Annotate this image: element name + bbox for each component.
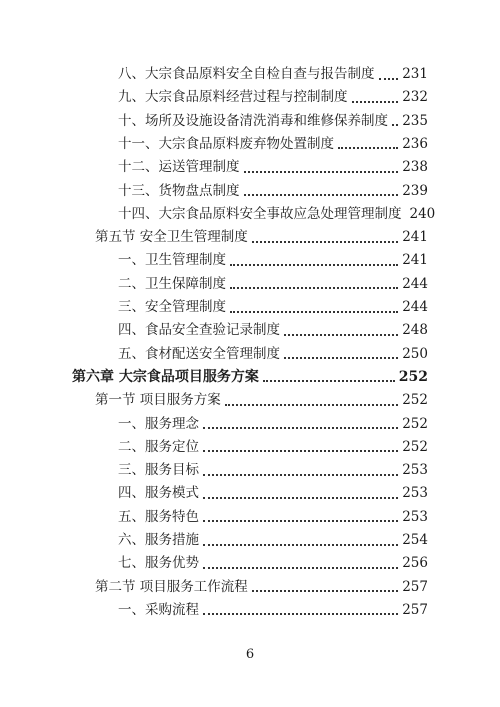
toc-entry-page: 254 <box>402 532 428 548</box>
toc-entry <box>118 155 428 179</box>
toc-entry-page: 253 <box>402 462 428 479</box>
toc-entry-page: 244 <box>402 299 428 315</box>
dot-leader <box>252 589 398 592</box>
toc-entry <box>95 225 428 249</box>
toc-entry-page: 256 <box>402 555 428 572</box>
dot-leader <box>203 612 398 615</box>
toc-entry <box>118 412 428 436</box>
toc-entry <box>118 342 428 366</box>
toc-entry-page: 235 <box>402 112 428 129</box>
toc-entry-label: 第五节 安全卫生管理制度 <box>95 229 248 246</box>
dot-leader <box>338 146 398 149</box>
toc-entry-label: 十一、大宗食品原料废弃物处置制度 <box>118 135 334 152</box>
toc-entry <box>118 109 428 133</box>
dot-leader <box>263 379 395 382</box>
toc-entry-page: 252 <box>402 438 428 455</box>
toc-entry-page: 257 <box>402 578 428 595</box>
dot-leader <box>352 100 399 103</box>
toc-entry-page: 252 <box>398 368 428 385</box>
toc-entry-label: 六、服务措施 <box>118 532 199 548</box>
toc-entry-page: 244 <box>402 275 428 292</box>
toc-entry-label: 三、服务目标 <box>118 462 199 479</box>
toc-entry-label: 第二节 项目服务工作流程 <box>95 578 248 595</box>
toc-entry <box>118 248 428 272</box>
toc-entry <box>95 575 428 599</box>
toc-entry <box>118 295 428 319</box>
toc-entry-label: 七、服务优势 <box>118 555 199 572</box>
toc-entry <box>118 132 428 156</box>
toc-entry-page: 248 <box>402 322 428 339</box>
toc-entry-page: 252 <box>402 392 428 409</box>
toc-entry <box>118 272 428 296</box>
toc-entry-label: 第一节 项目服务方案 <box>95 392 221 409</box>
toc-entry <box>95 388 428 412</box>
toc-entry-page: 238 <box>402 159 428 176</box>
dot-leader <box>203 496 398 499</box>
toc-entry-label: 五、食材配送安全管理制度 <box>118 345 280 362</box>
toc-entry-label: 一、卫生管理制度 <box>118 252 226 269</box>
toc-entry-page: 241 <box>402 252 428 269</box>
toc-entry-page: 231 <box>402 66 428 82</box>
toc-entry-page: 253 <box>402 508 428 525</box>
toc-entry <box>118 85 428 109</box>
toc-entry <box>118 202 436 226</box>
toc-entry <box>118 318 428 342</box>
dot-leader <box>244 193 399 196</box>
toc-entry-label: 一、采购流程 <box>118 601 199 618</box>
toc-entry-label: 五、服务特色 <box>118 508 199 525</box>
toc-entry <box>118 179 428 203</box>
toc-entry <box>118 435 428 459</box>
toc-entry <box>72 365 428 389</box>
toc-entry-page: 240 <box>409 205 436 222</box>
dot-leader <box>379 77 399 80</box>
dot-leader <box>203 543 398 546</box>
toc-entry-label: 十三、货物盘点制度 <box>118 182 240 199</box>
dot-leader <box>203 519 398 522</box>
dot-leader <box>230 310 398 313</box>
toc-entry-page: 232 <box>402 89 428 106</box>
dot-leader <box>230 263 398 266</box>
toc-entry-label: 九、大宗食品原料经营过程与控制制度 <box>118 89 348 106</box>
dot-leader <box>203 566 398 569</box>
dot-leader <box>203 426 398 429</box>
dot-leader <box>284 356 398 359</box>
dot-leader <box>284 333 398 336</box>
dot-leader <box>203 449 398 452</box>
toc-entry-page: 250 <box>402 345 428 362</box>
toc-entry-label: 一、服务理念 <box>118 415 199 432</box>
toc-entry <box>118 62 428 86</box>
toc-entry-label: 十、场所及设施设备清洗消毒和维修保养制度 <box>118 112 388 129</box>
toc-entry-label: 三、安全管理制度 <box>118 299 226 315</box>
toc-entry-label: 四、食品安全查验记录制度 <box>118 322 280 339</box>
dot-leader <box>252 240 398 243</box>
toc-entry <box>118 505 428 529</box>
toc-entry-page: 257 <box>402 601 428 618</box>
toc-entry-label: 十四、大宗食品原料安全事故应急处理管理制度 <box>118 205 402 222</box>
toc-entry <box>118 481 428 505</box>
dot-leader <box>244 170 399 173</box>
toc-entry-label: 第六章 大宗食品项目服务方案 <box>72 368 259 385</box>
toc-entry <box>118 551 428 575</box>
dot-leader <box>203 473 398 476</box>
toc-entry-label: 四、服务模式 <box>118 485 199 502</box>
toc-entry-page: 239 <box>402 182 428 199</box>
toc-entry-label: 八、大宗食品原料安全自检自查与报告制度 <box>118 66 375 82</box>
dot-leader <box>392 123 398 126</box>
page-number: 6 <box>245 647 255 662</box>
toc-entry-label: 二、服务定位 <box>118 438 199 455</box>
toc-entry-page: 252 <box>402 415 428 432</box>
toc-entry-page: 236 <box>402 135 428 152</box>
toc-entry <box>118 528 428 552</box>
toc-entry-page: 253 <box>402 485 428 502</box>
toc-entry-page: 241 <box>402 229 428 246</box>
toc-entry <box>118 458 428 482</box>
toc-entry-label: 十二、运送管理制度 <box>118 159 240 176</box>
toc-entry-label: 二、卫生保障制度 <box>118 275 226 292</box>
dot-leader <box>230 286 398 289</box>
toc-entry <box>118 598 428 622</box>
dot-leader <box>225 403 398 406</box>
